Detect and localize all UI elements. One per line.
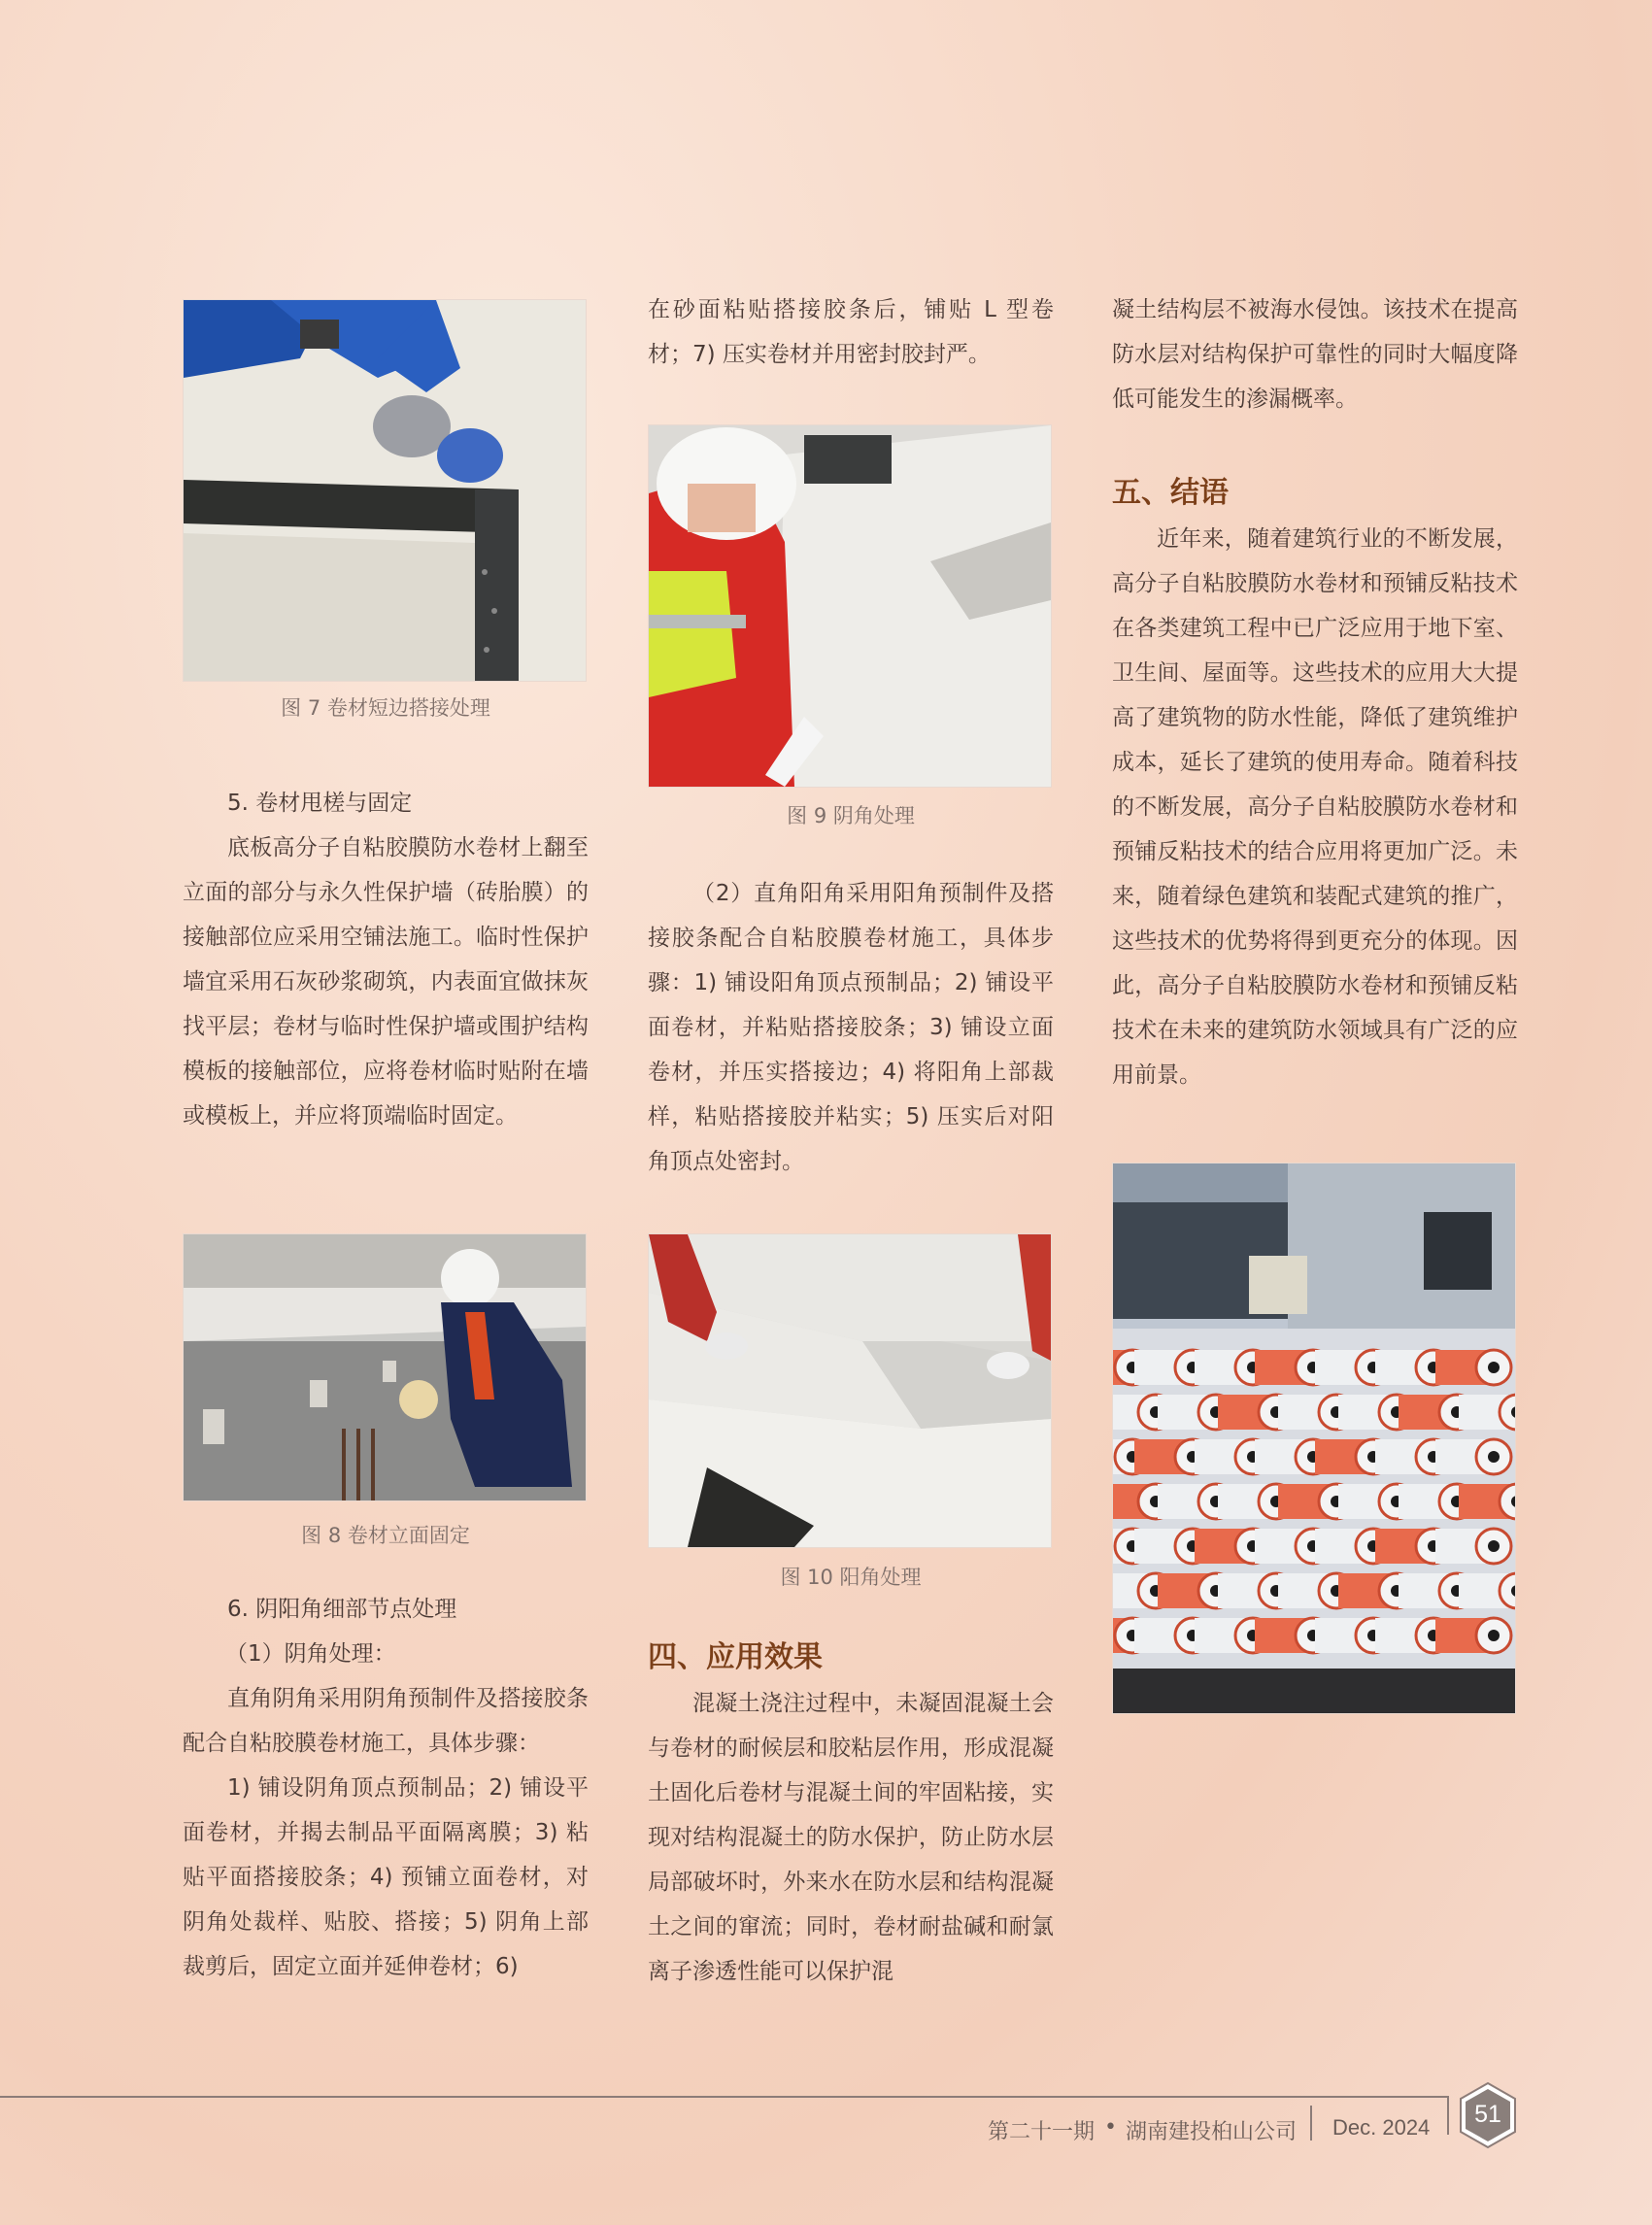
footer-company: 湖南建投桕山公司: [1126, 2120, 1298, 2144]
figure-8-photo: [183, 1233, 587, 1501]
figure-9-photo: [648, 424, 1052, 788]
col2-para-2: [648, 871, 1054, 1184]
footer-divider-2: [1447, 2096, 1449, 2135]
figure-7-photo: [183, 299, 587, 682]
footer-divider: [1310, 2106, 1312, 2141]
section-6-subtitle: （1）阴角处理：: [225, 1641, 396, 1667]
col2-continued-text: 在砂面粘贴搭接胶条后，铺贴 L 型卷材；7) 压实卷材并用密封胶封严。: [648, 297, 1054, 367]
footer-date: Dec. 2024: [1332, 2115, 1431, 2140]
footer-issue: 第二十一期: [988, 2120, 1096, 2144]
page-number: 51: [1474, 2101, 1501, 2128]
figure-10-caption: 图 10 阳角处理: [780, 1566, 922, 1589]
section-6: [183, 1587, 589, 1989]
membrane-rolls-photo: [1112, 1163, 1516, 1714]
section-6-title: 6. 阴阳角细部节点处理: [227, 1597, 457, 1622]
conclusion-heading: 五、结语: [1112, 476, 1229, 510]
figure-9-caption: 图 9 阴角处理: [787, 804, 915, 827]
conclusion-body: 近年来，随着建筑行业的不断发展，高分子自粘胶膜防水卷材和预铺反粘技术在各类建筑工程中已广泛应用于地下室、卫生间、屋面等。这些技术的应用大大提高了建筑物的防水性能，降低了建筑维护成本，延长了建筑的使用寿命。随着科技的不断发展，高分子自粘胶膜防水卷材和预铺反粘技术的结合应用将更加广泛。未来，随着绿色建筑和装配式建筑的推广，这些技术的优势将得到更充分的体现。因此，高分子自粘胶膜防水卷材和预铺反粘技术在未来的建筑防水领域具有广泛的应用前景。: [1112, 526, 1518, 1088]
col2-top-text: [648, 287, 1054, 377]
footer-rule: [0, 2096, 1447, 2098]
section-4-body: 混凝土浇注过程中，未凝固混凝土会与卷材的耐候层和胶粘层作用，形成混凝土固化后卷材与混凝土间的牢固粘接，实现对结构混凝土的防水保护，防止防水层局部破坏时，外来水在防水层和结构混凝土之间的窜流；同时，卷材耐盐碱和耐氯离子渗透性能可以保护混: [648, 1691, 1054, 1984]
section-5-conclusion: [1112, 470, 1518, 1097]
col3-continued-text: 凝土结构层不被海水侵蚀。该技术在提高防水层对结构保护可靠性的同时大幅度降低可能发生的渗漏概率。: [1112, 297, 1518, 412]
section-6-para-1: 直角阴角采用阴角预制件及搭接胶条配合自粘胶膜卷材施工，具体步骤：: [183, 1686, 589, 1756]
col3-top-text: [1112, 287, 1518, 421]
section-5-body: 底板高分子自粘胶膜防水卷材上翻至立面的部分与永久性保护墙（砖胎膜）的接触部位应采用空铺法施工。临时性保护墙宜采用石灰砂浆砌筑，内表面宜做抹灰找平层；卷材与临时性保护墙或围护结构模板的接触部位，应将卷材临时贴附在墙或模板上，并应将顶端临时固定。: [183, 835, 589, 1129]
figure-8-caption: 图 8 卷材立面固定: [301, 1524, 470, 1547]
section-4: [648, 1635, 1054, 1994]
outside-corner-steps: （2）直角阳角采用阳角预制件及搭接胶条配合自粘胶膜卷材施工，具体步骤：1) 铺设阳角顶点预制品；2) 铺设平面卷材，并粘贴搭接胶条；3) 铺设立面卷材，并压实搭接边；4) 将阳角上部裁样，粘贴搭接胶并粘实；5) 压实后对阳角顶点处密封。: [648, 881, 1054, 1174]
page-number-badge: [1458, 2081, 1518, 2149]
section-5: [183, 781, 589, 1138]
section-6-para-2: 1) 铺设阴角顶点预制品；2) 铺设平面卷材，并揭去制品平面隔离膜；3) 粘贴平面搭接胶条；4) 预铺立面卷材，对阴角处裁样、贴胶、搭接；5) 阴角上部裁剪后，固定立面并延伸卷材；6): [183, 1775, 589, 1979]
footer-dot: •: [1104, 2115, 1117, 2140]
section-5-title: 5. 卷材甩槎与固定: [227, 791, 413, 816]
section-4-heading: 四、应用效果: [648, 1640, 823, 1674]
figure-7-caption: 图 7 卷材短边搭接处理: [281, 696, 490, 720]
page-footer: [0, 2096, 1652, 2174]
figure-10-photo: [648, 1233, 1052, 1548]
